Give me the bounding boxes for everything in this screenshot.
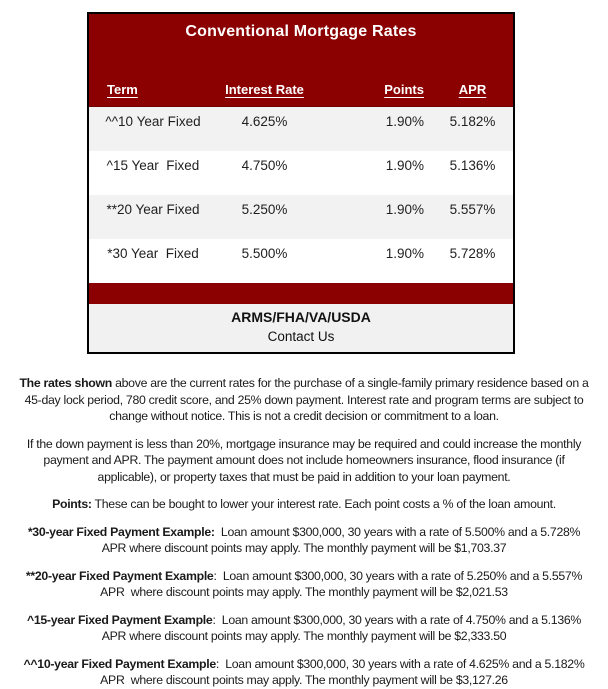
- payment-example-text: Loan amount $300,000, 30 years with a rate of 5.500% and a 5.728% APR where discount points may apply. The monthly payment will be $1,703.37: [101, 524, 583, 555]
- points-cell: 1.90%: [385, 114, 424, 129]
- term-cell: ^15 Year Fixed: [106, 158, 200, 173]
- interest-rate-cell: 5.250%: [241, 202, 288, 217]
- column-header-interest-rate: [217, 82, 312, 97]
- payment-example-bold-lead: ^15-year Fixed Payment Example: [26, 612, 213, 627]
- column-header-apr-label: APR: [458, 82, 487, 97]
- points-cell: 1.90%: [385, 202, 424, 217]
- divider-band: [89, 283, 513, 304]
- rate-row-30-year: [89, 239, 513, 283]
- table-header-block: [89, 14, 513, 107]
- rate-row-15-year: [89, 151, 513, 195]
- payment-example-15-year: [15, 612, 593, 645]
- payment-example-text: : Loan amount $300,000, 30 years with a rate of 4.750% and a 5.136% APR where discount points may apply. The monthly payment will be $2,333.50: [101, 612, 584, 643]
- payment-example-10-year: [15, 656, 593, 689]
- apr-cell: 5.136%: [449, 158, 496, 173]
- column-header-points: [312, 82, 432, 97]
- points-cell: 1.90%: [385, 246, 424, 261]
- apr-cell: 5.182%: [449, 114, 496, 129]
- payment-example-30-year: [15, 524, 593, 557]
- contact-us-link[interactable]: Contact Us: [267, 329, 335, 344]
- payment-example-text: : Loan amount $300,000, 30 years with a rate of 5.250% and a 5.557% APR where discount points may apply. The monthly payment will be $2,021.53: [100, 568, 585, 599]
- payment-example-bold-lead: **20-year Fixed Payment Example: [25, 568, 214, 583]
- points-cell: 1.90%: [385, 158, 424, 173]
- rate-row-20-year: [89, 195, 513, 239]
- interest-rate-cell: 5.500%: [241, 246, 288, 261]
- column-header-points-label: Points: [384, 82, 424, 97]
- disclaimer-text: above are the current rates for the purchase of a single-family primary residence based on a 45-day lock period, 780 credit score, and 25% down payment. Interest rate and program terms are subject to change without notice. This is not a credit decision or commitment to a loan.: [24, 376, 592, 423]
- payment-example-text: : Loan amount $300,000, 30 years with a rate of 4.625% and a 5.182% APR where discount points may apply. The monthly payment will be $3,127.26: [100, 656, 587, 687]
- column-header-apr: [432, 82, 513, 97]
- column-header-interest-rate-label: Interest Rate: [225, 82, 304, 97]
- disclaimer-points: [15, 496, 593, 513]
- interest-rate-cell: 4.750%: [241, 158, 288, 173]
- payment-example-bold-lead: ^^10-year Fixed Payment Example: [23, 656, 216, 671]
- column-header-row: [89, 82, 513, 97]
- term-cell: **20 Year Fixed: [106, 202, 200, 217]
- interest-rate-cell: 4.625%: [241, 114, 288, 129]
- term-cell: ^^10 Year Fixed: [105, 114, 201, 129]
- table-footer-block: [89, 304, 513, 352]
- disclaimer-text: If the down payment is less than 20%, mortgage insurance may be required and could increase the monthly payment and APR. The payment amount does not include homeowners insurance, flood insurance (if applicable), or property taxes that must be paid in addition to your loan payment.: [26, 436, 585, 484]
- disclaimer-rates-shown: [15, 375, 593, 425]
- mortgage-rates-table: [87, 12, 515, 354]
- apr-cell: 5.557%: [449, 202, 496, 217]
- term-cell: *30 Year Fixed: [107, 246, 199, 261]
- payment-example-bold-lead: *30-year Fixed Payment Example:: [27, 524, 215, 539]
- disclaimer-section: [0, 354, 608, 689]
- payment-example-20-year: [15, 568, 593, 601]
- rate-row-10-year: [89, 107, 513, 151]
- table-title: Conventional Mortgage Rates: [185, 23, 417, 40]
- disclaimer-text: These can be bought to lower your interest rate. Each point costs a % of the loan amount.: [91, 497, 556, 511]
- disclaimer-bold-lead: The rates shown: [19, 376, 112, 390]
- disclaimer-bold-lead: Points:: [52, 497, 92, 511]
- column-header-term-label: Term: [107, 82, 138, 97]
- apr-cell: 5.728%: [449, 246, 496, 261]
- column-header-term: [89, 82, 217, 97]
- other-programs-label: ARMS/FHA/VA/USDA: [231, 309, 371, 325]
- disclaimer-down-payment: [15, 436, 593, 486]
